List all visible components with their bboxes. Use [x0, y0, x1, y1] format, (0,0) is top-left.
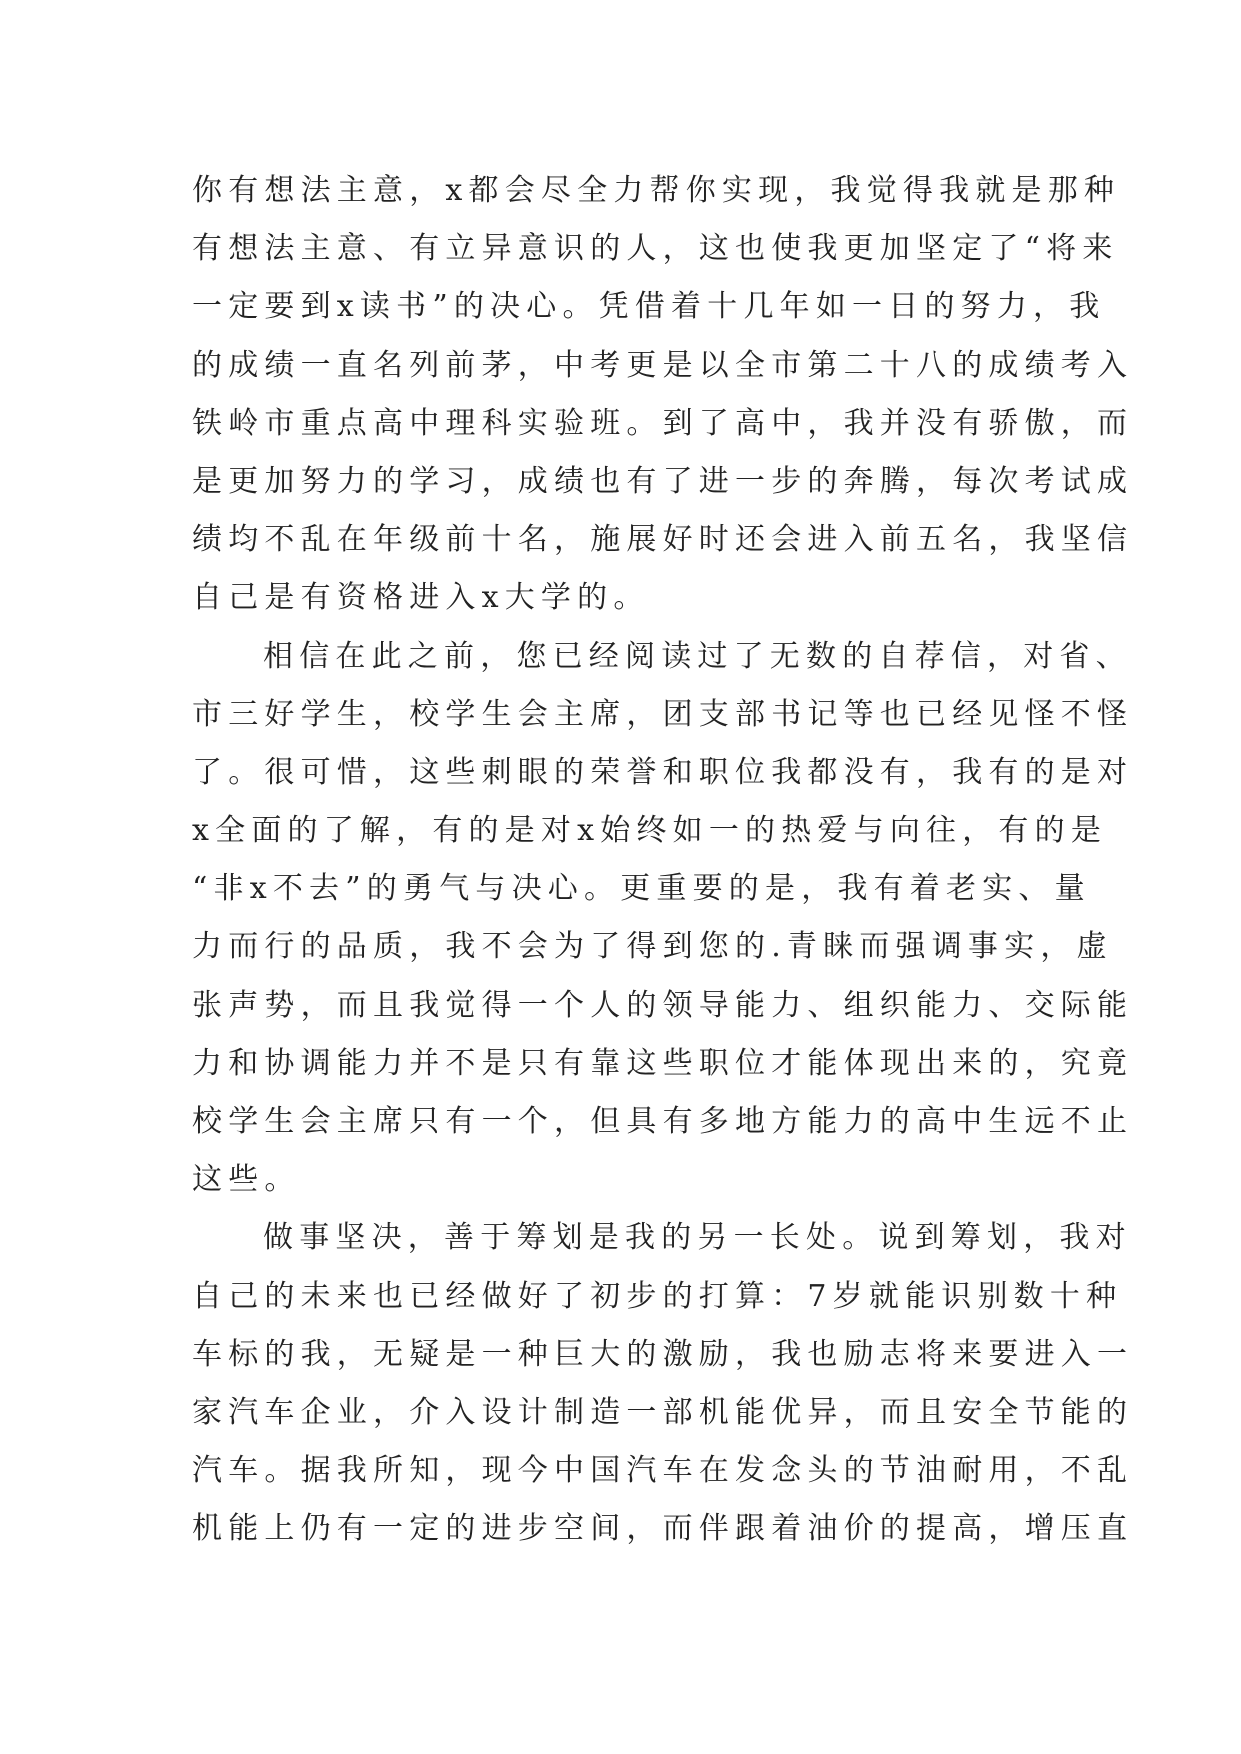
paragraph-start-line: 做事坚决，善于筹划是我的另一长处。说到筹划，我对: [263, 1220, 1132, 1256]
text-line: 校学生会主席只有一个，但具有多地方能力的高中生远不止: [192, 1104, 1134, 1139]
text-line: 这些。: [192, 1162, 301, 1198]
text-line: 你有想法主意，x都会尽全力帮你实现，我觉得我就是那种: [192, 173, 1121, 208]
text-line: 自己是有资格进入x大学的。: [192, 580, 650, 616]
text-line: 汽车。据我所知，现今中国汽车在发念头的节油耐用，不乱: [192, 1453, 1134, 1489]
text-line: 的成绩一直名列前茅，中考更是以全市第二十八的成绩考入: [192, 347, 1134, 383]
text-line: 一定要到x读书”的决心。凭借着十几年如一日的努力，我: [192, 289, 1106, 325]
text-line: 力和协调能力并不是只有靠这些职位才能体现出来的，究竟: [192, 1045, 1134, 1081]
text-line: 机能上仍有一定的进步空间，而伴跟着油价的提高，增压直: [192, 1511, 1134, 1547]
text-line: 是更加努力的学习，成绩也有了进一步的奔腾，每次考试成: [192, 463, 1134, 499]
text-line: 家汽车企业，介入设计制造一部机能优异，而且安全节能的: [192, 1394, 1134, 1430]
text-line: x全面的了解，有的是对x始终如一的热爱与向往，有的是: [192, 813, 1108, 849]
text-line: 铁岭市重点高中理科实验班。到了高中，我并没有骄傲，而: [192, 405, 1134, 441]
text-line: 车标的我，无疑是一种巨大的激励，我也励志将来要进入一: [192, 1336, 1134, 1372]
text-line: 市三好学生，校学生会主席，团支部书记等也已经见怪不怪: [192, 696, 1134, 732]
paragraph-start-line: 相信在此之前，您已经阅读过了无数的自荐信，对省、: [263, 638, 1132, 674]
text-line: “非x不去”的勇气与决心。更重要的是，我有着老实、量: [192, 871, 1091, 907]
body-text: [192, 162, 1134, 1559]
text-line: 有想法主意、有立异意识的人，这也使我更加坚定了“将来: [192, 231, 1119, 267]
text-line: 了。很可惜，这些刺眼的荣誉和职位我都没有，我有的是对: [192, 754, 1134, 790]
text-line: 张声势，而且我觉得一个人的领导能力、组织能力、交际能: [192, 987, 1134, 1023]
text-line: 力而行的品质，我不会为了得到您的.青睐而强调事实，虚: [192, 929, 1113, 965]
text-line: 自己的未来也已经做好了初步的打算：7岁就能识别数十种: [192, 1278, 1123, 1314]
text-line: 绩均不乱在年级前十名，施展好时还会进入前五名，我坚信: [192, 522, 1134, 558]
